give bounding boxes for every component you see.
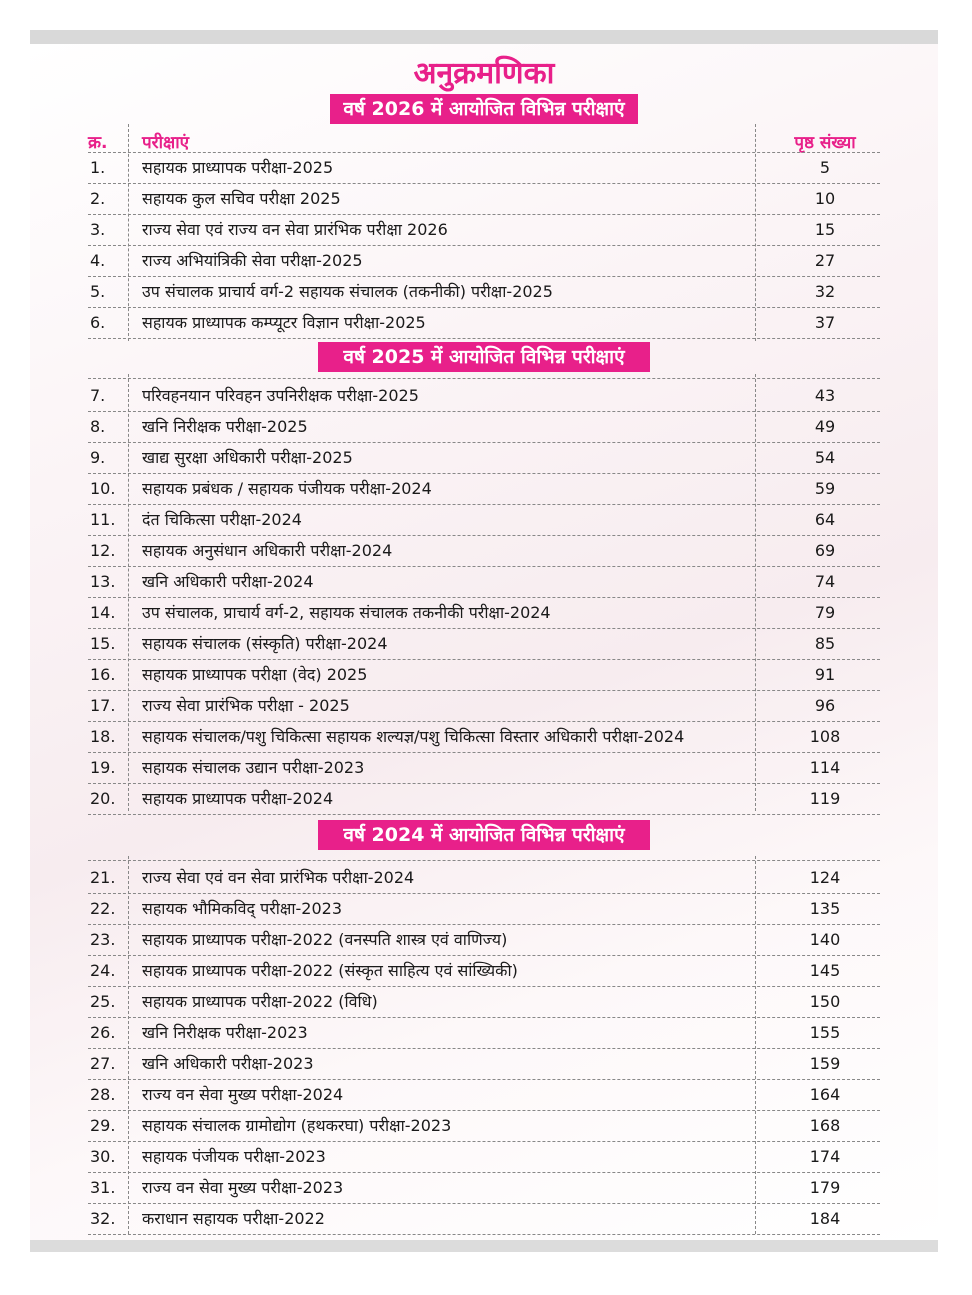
table-row	[30, 276, 938, 307]
row-divider	[88, 338, 880, 339]
row-number: 11.	[90, 510, 116, 529]
section-heading: वर्ष 2025 में आयोजित विभिन्न परीक्षाएं	[318, 342, 650, 372]
page-number: 159	[809, 1054, 841, 1073]
row-divider	[88, 814, 880, 815]
row-number: 16.	[90, 665, 116, 684]
page-number: 74	[814, 572, 836, 591]
header-exams: परीक्षाएं	[142, 133, 190, 153]
exam-name: सहायक संचालक उद्यान परीक्षा-2023	[142, 758, 365, 777]
table-row	[30, 690, 938, 721]
table-row	[30, 955, 938, 986]
row-number: 32.	[90, 1209, 116, 1228]
table-row	[30, 893, 938, 924]
exam-name: सहायक प्राध्यापक परीक्षा-2022 (वनस्पति शास्त्र एवं वाणिज्य)	[142, 930, 508, 949]
table-row	[30, 1017, 938, 1048]
row-number: 7.	[90, 386, 106, 405]
row-number: 30.	[90, 1147, 116, 1166]
page-number: 124	[809, 868, 841, 887]
page-number: 168	[809, 1116, 841, 1135]
exam-name: राज्य सेवा एवं वन सेवा प्रारंभिक परीक्षा-2024	[142, 868, 415, 887]
exam-name: सहायक पंजीयक परीक्षा-2023	[142, 1147, 326, 1166]
table-row	[30, 1048, 938, 1079]
table-row	[30, 783, 938, 814]
exam-name: राज्य सेवा प्रारंभिक परीक्षा - 2025	[142, 696, 350, 715]
page-number: 15	[814, 220, 836, 239]
top-border	[30, 30, 938, 44]
page-number: 37	[814, 313, 836, 332]
row-number: 6.	[90, 313, 106, 332]
section-heading: वर्ष 2026 में आयोजित विभिन्न परीक्षाएं	[330, 94, 638, 124]
row-number: 17.	[90, 696, 116, 715]
table-row	[30, 659, 938, 690]
table-row	[30, 924, 938, 955]
row-number: 19.	[90, 758, 116, 777]
table-row	[30, 862, 938, 893]
table-row	[30, 628, 938, 659]
bottom-border	[30, 1240, 938, 1252]
row-number: 3.	[90, 220, 106, 239]
table-row	[30, 1110, 938, 1141]
row-number: 8.	[90, 417, 106, 436]
page-number: 10	[814, 189, 836, 208]
page-number: 5	[819, 158, 831, 177]
index-page	[30, 44, 938, 1240]
row-number: 29.	[90, 1116, 116, 1135]
row-number: 21.	[90, 868, 116, 887]
page-number: 91	[814, 665, 836, 684]
page-number: 150	[809, 992, 841, 1011]
page-number: 140	[809, 930, 841, 949]
table-row	[30, 752, 938, 783]
section-heading: वर्ष 2024 में आयोजित विभिन्न परीक्षाएं	[318, 820, 650, 850]
page-number: 49	[814, 417, 836, 436]
page-number: 174	[809, 1147, 841, 1166]
row-number: 25.	[90, 992, 116, 1011]
page-title: अनुक्रमणिका	[413, 56, 555, 91]
row-number: 24.	[90, 961, 116, 980]
table-row	[30, 183, 938, 214]
table-row	[30, 245, 938, 276]
exam-name: सहायक प्राध्यापक परीक्षा-2022 (संस्कृत साहित्य एवं सांख्यिकी)	[142, 961, 518, 980]
row-number: 4.	[90, 251, 106, 270]
page-number: 184	[809, 1209, 841, 1228]
table-row	[30, 597, 938, 628]
row-number: 9.	[90, 448, 106, 467]
row-number: 28.	[90, 1085, 116, 1104]
exam-name: राज्य सेवा एवं राज्य वन सेवा प्रारंभिक परीक्षा 2026	[142, 220, 448, 239]
table-row	[30, 152, 938, 183]
table-row	[30, 473, 938, 504]
page-number: 179	[809, 1178, 841, 1197]
exam-name: उप संचालक, प्राचार्य वर्ग-2, सहायक संचालक तकनीकी परीक्षा-2024	[142, 603, 551, 622]
exam-name: सहायक प्राध्यापक परीक्षा-2022 (विधि)	[142, 992, 378, 1011]
exam-name: खनि निरीक्षक परीक्षा-2023	[142, 1023, 308, 1042]
header-page: पृष्ठ संख्या	[794, 133, 856, 153]
page-number: 59	[814, 479, 836, 498]
row-number: 10.	[90, 479, 116, 498]
table-row	[30, 1141, 938, 1172]
exam-name: खाद्य सुरक्षा अधिकारी परीक्षा-2025	[142, 448, 353, 467]
page-number: 155	[809, 1023, 841, 1042]
table-row	[30, 566, 938, 597]
table-row	[30, 307, 938, 338]
table-row	[30, 214, 938, 245]
exam-name: सहायक अनुसंधान अधिकारी परीक्षा-2024	[142, 541, 393, 560]
exam-name: सहायक कुल सचिव परीक्षा 2025	[142, 189, 341, 208]
row-number: 13.	[90, 572, 116, 591]
page-number: 114	[809, 758, 841, 777]
page-number: 79	[814, 603, 836, 622]
exam-name: सहायक संचालक (संस्कृति) परीक्षा-2024	[142, 634, 388, 653]
page-number: 164	[809, 1085, 841, 1104]
table-row	[30, 380, 938, 411]
exam-name: सहायक भौमिकविद् परीक्षा-2023	[142, 899, 343, 918]
row-number: 23.	[90, 930, 116, 949]
row-number: 15.	[90, 634, 116, 653]
exam-name: सहायक प्राध्यापक कम्प्यूटर विज्ञान परीक्षा-2025	[142, 313, 426, 332]
exam-name: सहायक प्रबंधक / सहायक पंजीयक परीक्षा-2024	[142, 479, 432, 498]
page-number: 108	[809, 727, 841, 746]
table-row	[30, 1172, 938, 1203]
row-number: 14.	[90, 603, 116, 622]
row-number: 20.	[90, 789, 116, 808]
page-number: 119	[809, 789, 841, 808]
exam-name: खनि अधिकारी परीक्षा-2023	[142, 1054, 314, 1073]
exam-name: राज्य वन सेवा मुख्य परीक्षा-2024	[142, 1085, 344, 1104]
row-number: 5.	[90, 282, 106, 301]
exam-name: राज्य अभियांत्रिकी सेवा परीक्षा-2025	[142, 251, 363, 270]
page-number: 43	[814, 386, 836, 405]
exam-name: सहायक प्राध्यापक परीक्षा-2024	[142, 789, 334, 808]
page-number: 85	[814, 634, 836, 653]
exam-name: दंत चिकित्सा परीक्षा-2024	[142, 510, 302, 529]
page-number: 54	[814, 448, 836, 467]
page-number: 145	[809, 961, 841, 980]
page-number: 27	[814, 251, 836, 270]
exam-name: सहायक प्राध्यापक परीक्षा (वेद) 2025	[142, 665, 368, 684]
exam-name: सहायक संचालक ग्रामोद्योग (हथकरघा) परीक्षा-2023	[142, 1116, 452, 1135]
page-number: 64	[814, 510, 836, 529]
exam-name: खनि निरीक्षक परीक्षा-2025	[142, 417, 308, 436]
row-number: 2.	[90, 189, 106, 208]
row-number: 22.	[90, 899, 116, 918]
page-number: 32	[814, 282, 836, 301]
table-row	[30, 721, 938, 752]
exam-name: खनि अधिकारी परीक्षा-2024	[142, 572, 314, 591]
row-number: 26.	[90, 1023, 116, 1042]
table-row	[30, 411, 938, 442]
table-row	[30, 1203, 938, 1234]
table-row	[30, 504, 938, 535]
table-row	[30, 442, 938, 473]
row-divider	[88, 860, 880, 861]
page-number: 135	[809, 899, 841, 918]
table-row	[30, 535, 938, 566]
page-number: 96	[814, 696, 836, 715]
page-number: 69	[814, 541, 836, 560]
row-number: 31.	[90, 1178, 116, 1197]
row-divider	[88, 1234, 880, 1235]
exam-name: परिवहनयान परिवहन उपनिरीक्षक परीक्षा-2025	[142, 386, 419, 405]
table-row	[30, 1079, 938, 1110]
row-number: 12.	[90, 541, 116, 560]
row-number: 1.	[90, 158, 106, 177]
row-number: 18.	[90, 727, 116, 746]
exam-name: राज्य वन सेवा मुख्य परीक्षा-2023	[142, 1178, 344, 1197]
exam-name: सहायक संचालक/पशु चिकित्सा सहायक शल्यज्ञ/पशु चिकित्सा विस्तार अधिकारी परीक्षा-2024	[142, 727, 685, 746]
header-sno: क्र.	[88, 133, 108, 153]
row-divider	[88, 378, 880, 379]
exam-name: कराधान सहायक परीक्षा-2022	[142, 1209, 325, 1228]
table-row	[30, 986, 938, 1017]
exam-name: सहायक प्राध्यापक परीक्षा-2025	[142, 158, 334, 177]
row-number: 27.	[90, 1054, 116, 1073]
exam-name: उप संचालक प्राचार्य वर्ग-2 सहायक संचालक (तकनीकी) परीक्षा-2025	[142, 282, 553, 301]
